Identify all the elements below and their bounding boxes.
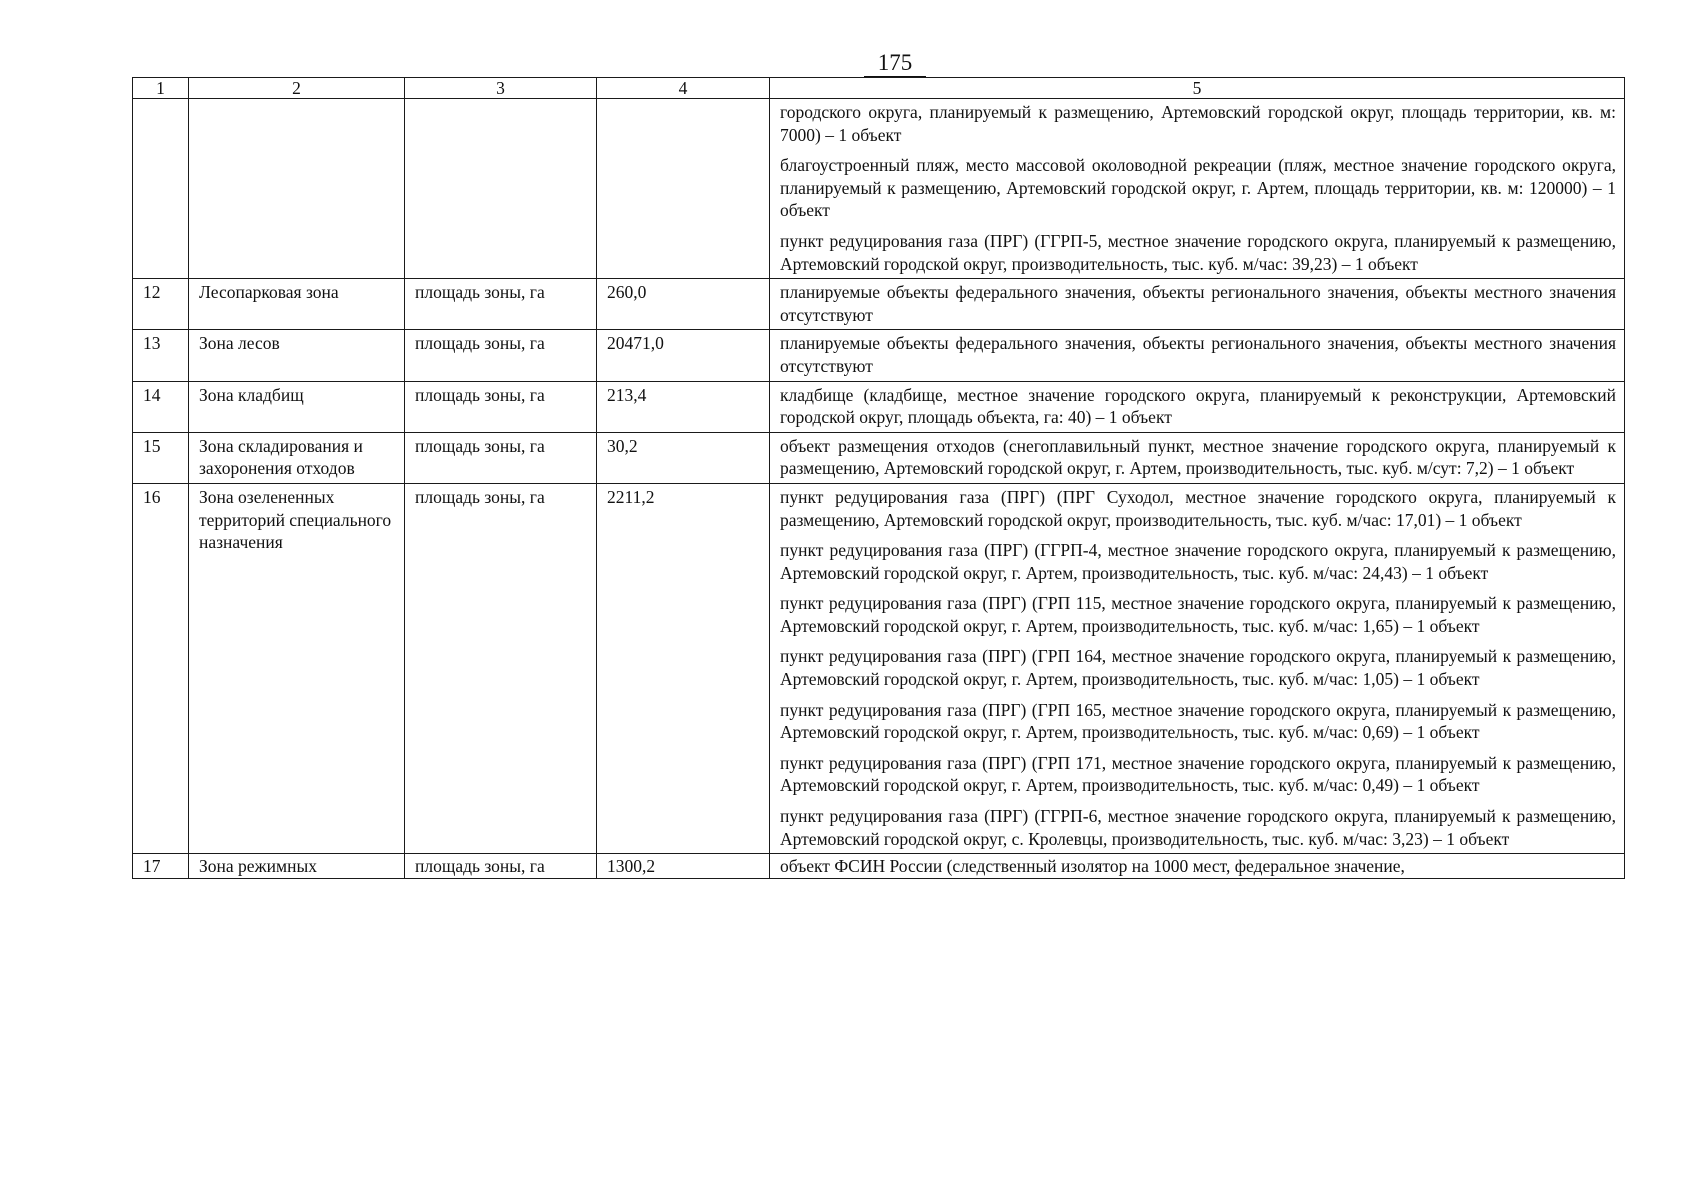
row-number: 17: [133, 854, 189, 879]
planned-object-text: планируемые объекты федерального значения, объекты регионального значения, объекты местного значения отсутствуют: [780, 282, 1616, 325]
column-header: 2: [189, 78, 405, 99]
column-number-row: [133, 78, 1625, 99]
planned-object-text: кладбище (кладбище, местное значение городского округа, планируемый к реконструкции, Артемовский городской округ, площадь объекта, га: 40) – 1 объект: [780, 384, 1616, 428]
page-number: 175: [0, 50, 1701, 77]
planned-object-text: объект размещения отходов (снегоплавильный пункт, местное значение городского округа, планируемый к размещению, Артемовский городской округ, г. Артем, производительность, тыс. куб. м/сут: 7,2) – 1 объект: [780, 435, 1616, 479]
zone-name: [189, 99, 405, 279]
row-number: 16: [133, 483, 189, 853]
zone-name: Лесопарковая зона: [189, 279, 405, 330]
row-number: [133, 99, 189, 279]
planned-object-text: пункт редуцирования газа (ПРГ) (ГРП 171, местное значение городского округа, планируемый к размещению, Артемовский городской округ, г. Артем, производительность, тыс. куб. м/час: 0,49) – 1 объект: [780, 752, 1616, 796]
column-header: 5: [770, 78, 1625, 99]
planned-object-text: пункт редуцирования газа (ПРГ) (ГГРП-5, местное значение городского округа, планируемый к размещению, Артемовский городской округ, производительность, тыс. куб. м/час: 39,23) – 1 объект: [780, 230, 1616, 274]
planning-zones-table: [132, 77, 1625, 879]
table-row: [133, 381, 1625, 432]
parameter-name: площадь зоны, га: [405, 432, 597, 483]
table-row: [133, 279, 1625, 330]
planned-object-text: благоустроенный пляж, место массовой околоводной рекреации (пляж, местное значение городского округа, планируемый к размещению, Артемовский городской округ, г. Артем, площадь территории, кв. м: 120000) – 1 объект: [780, 155, 1616, 221]
planned-object-text: планируемые объекты федерального значения, объекты регионального значения, объекты местного значения отсутствуют: [780, 333, 1616, 376]
zone-area-value: 2211,2: [597, 483, 770, 853]
table-row: [133, 854, 1625, 879]
column-header: 1: [133, 78, 189, 99]
zone-area-value: 213,4: [597, 381, 770, 432]
planned-objects-cell: [770, 330, 1625, 381]
zone-area-value: 20471,0: [597, 330, 770, 381]
planned-object-text: пункт редуцирования газа (ПРГ) (ПРГ Суходол, местное значение городского округа, планируемый к размещению, Артемовский городской округ, производительность, тыс. куб. м/час: 17,01) – 1 объект: [780, 486, 1616, 530]
zone-name: Зона складирования и захоронения отходов: [189, 432, 405, 483]
planned-objects-cell: [770, 854, 1625, 879]
zone-area-value: 30,2: [597, 432, 770, 483]
parameter-name: площадь зоны, га: [405, 381, 597, 432]
planned-objects-cell: [770, 432, 1625, 483]
parameter-name: площадь зоны, га: [405, 483, 597, 853]
planned-objects-cell: [770, 99, 1625, 279]
zone-name: Зона кладбищ: [189, 381, 405, 432]
zone-area-value: 260,0: [597, 279, 770, 330]
table-row: [133, 432, 1625, 483]
zone-area-value: [597, 99, 770, 279]
planned-objects-cell: [770, 381, 1625, 432]
zone-name: Зона режимных: [189, 854, 405, 879]
zone-name: Зона озелененных территорий специального назначения: [189, 483, 405, 853]
row-number: 15: [133, 432, 189, 483]
table-row: [133, 330, 1625, 381]
planned-object-text: городского округа, планируемый к размещению, Артемовский городской округ, площадь территории, кв. м: 7000) – 1 объект: [780, 102, 1616, 145]
planned-object-text: пункт редуцирования газа (ПРГ) (ГГРП-6, местное значение городского округа, планируемый к размещению, Артемовский городской округ, с. Кролевцы, производительность, тыс. куб. м/час: 3,23) – 1 объект: [780, 806, 1616, 849]
planned-objects-cell: [770, 483, 1625, 853]
planned-objects-cell: [770, 279, 1625, 330]
row-number: 12: [133, 279, 189, 330]
zone-name: Зона лесов: [189, 330, 405, 381]
table-body: [133, 99, 1625, 879]
planned-object-text: пункт редуцирования газа (ПРГ) (ГГРП-4, местное значение городского округа, планируемый к размещению, Артемовский городской округ, г. Артем, производительность, тыс. куб. м/час: 24,43) – 1 объект: [780, 540, 1616, 583]
parameter-name: площадь зоны, га: [405, 279, 597, 330]
table-row: [133, 99, 1625, 279]
planned-object-text: пункт редуцирования газа (ПРГ) (ГРП 115, местное значение городского округа, планируемый к размещению, Артемовский городской округ, г. Артем, производительность, тыс. куб. м/час: 1,65) – 1 объект: [780, 593, 1616, 636]
zone-area-value: 1300,2: [597, 854, 770, 879]
table-row: [133, 483, 1625, 853]
planned-object-text: объект ФСИН России (следственный изолятор на 1000 мест, федеральное значение,: [780, 856, 1405, 877]
parameter-name: площадь зоны, га: [405, 330, 597, 381]
row-number: 13: [133, 330, 189, 381]
parameter-name: [405, 99, 597, 279]
planned-object-text: пункт редуцирования газа (ПРГ) (ГРП 165, местное значение городского округа, планируемый к размещению, Артемовский городской округ, г. Артем, производительность, тыс. куб. м/час: 0,69) – 1 объект: [780, 699, 1616, 743]
planned-object-text: пункт редуцирования газа (ПРГ) (ГРП 164, местное значение городского округа, планируемый к размещению, Артемовский городской округ, г. Артем, производительность, тыс. куб. м/час: 1,05) – 1 объект: [780, 646, 1616, 690]
parameter-name: площадь зоны, га: [405, 854, 597, 879]
column-header: 4: [597, 78, 770, 99]
column-header: 3: [405, 78, 597, 99]
row-number: 14: [133, 381, 189, 432]
